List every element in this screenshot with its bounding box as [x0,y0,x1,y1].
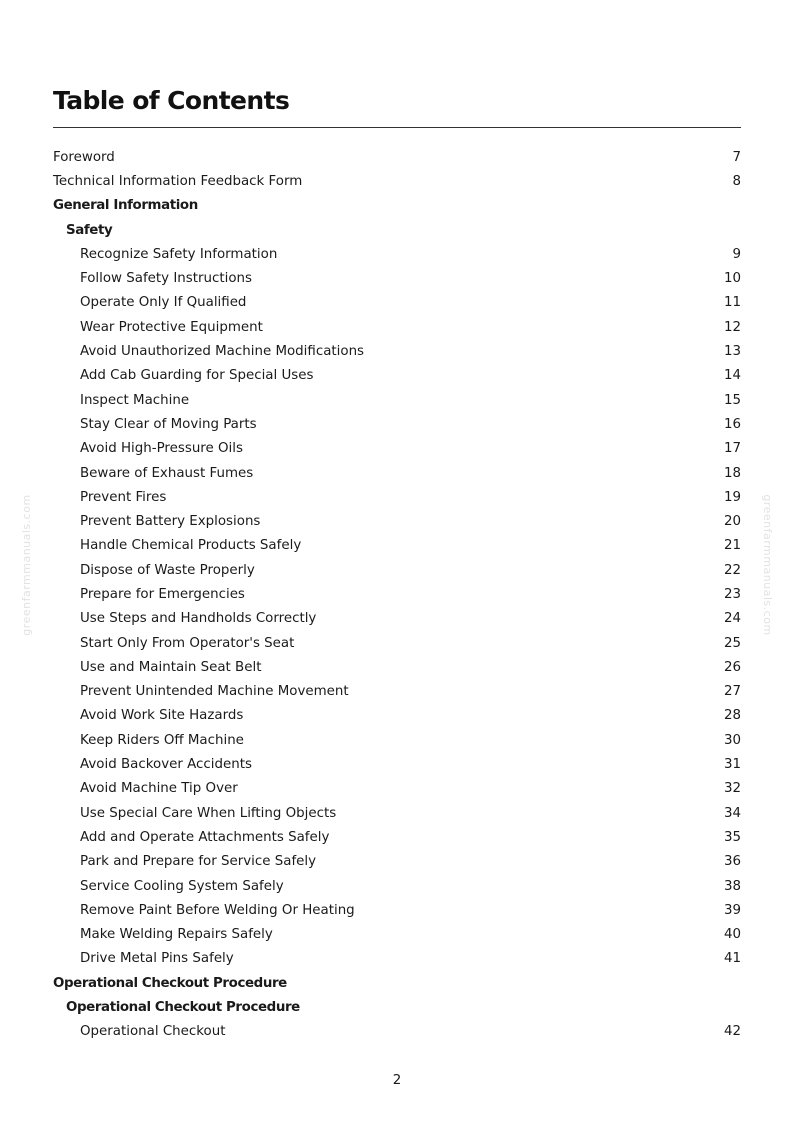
toc-entry-page: 31 [723,757,741,773]
toc-entry-page: 42 [723,1024,741,1040]
toc-entry-label: Safety [66,222,113,238]
toc-entry[interactable] [53,680,741,704]
toc-entry-page: 14 [723,368,741,384]
toc-entry-label: Add and Operate Attachments Safely [80,829,330,845]
toc-entry-label: Handle Chemical Products Safely [80,538,302,554]
toc-entry-label: Avoid High-Pressure Oils [80,441,243,457]
toc-entry-page: 27 [723,684,741,700]
toc-entry-label: Prepare for Emergencies [80,586,245,602]
toc-entry-label: Beware of Exhaust Fumes [80,465,254,481]
toc-entry[interactable] [53,874,741,898]
toc-entry[interactable] [53,850,741,874]
toc-entry-label: Park and Prepare for Service Safely [80,854,317,870]
toc-entry[interactable] [53,437,741,461]
toc-entry-page: 34 [723,805,741,821]
toc-entry-page: 7 [732,149,741,165]
toc-entry[interactable] [53,485,741,509]
toc-entry-label: Operational Checkout [80,1024,226,1040]
toc-entry[interactable] [53,169,741,193]
toc-entry[interactable] [53,242,741,266]
toc-entry[interactable] [53,801,741,825]
toc-entry-label: Drive Metal Pins Safely [80,951,234,967]
toc-entry-page: 24 [723,611,741,627]
toc-entry-label: Technical Information Feedback Form [53,173,303,189]
toc-entry[interactable] [53,655,741,679]
toc-entry[interactable] [53,291,741,315]
watermark-left: greenfarmmanuals.com [20,494,33,636]
toc-entry[interactable] [53,534,741,558]
toc-entry[interactable] [53,631,741,655]
toc-entry-page: 15 [723,392,741,408]
toc-entry[interactable] [53,704,741,728]
toc-entry-label: Operational Checkout Procedure [53,975,287,991]
toc-entry-page: 9 [732,246,741,262]
toc-entry-label: Prevent Battery Explosions [80,514,261,530]
toc-entry-label: Add Cab Guarding for Special Uses [80,368,314,384]
toc-entry-label: Use Special Care When Lifting Objects [80,805,337,821]
toc-entry[interactable] [53,777,741,801]
toc-entry-page: 11 [723,295,741,311]
toc-entry[interactable] [53,145,741,169]
toc-entry[interactable] [53,412,741,436]
toc-entry-page: 26 [723,659,741,675]
toc-entry[interactable] [53,825,741,849]
toc-entry-label: Operate Only If Qualified [80,295,247,311]
toc-entry-label: Avoid Backover Accidents [80,757,252,773]
toc-entry-label: Inspect Machine [80,392,190,408]
toc-entry[interactable] [53,339,741,363]
toc-entry-label: Foreword [53,149,115,165]
toc-entry-page: 35 [723,829,741,845]
toc-heading [53,218,741,242]
toc-entry-label: Avoid Machine Tip Over [80,781,238,797]
page-number: 2 [392,1073,402,1088]
page-title: Table of Contents [53,86,290,115]
toc-entry-page: 38 [723,878,741,894]
toc-entry-page: 13 [723,344,741,360]
watermark-right: greenfarmmanuals.com [761,494,774,636]
toc-entry[interactable] [53,607,741,631]
toc-entry-page: 19 [723,489,741,505]
toc-entry-page: 21 [723,538,741,554]
toc-list [53,145,741,1044]
toc-entry-page: 8 [732,173,741,189]
toc-entry-label: Avoid Work Site Hazards [80,708,244,724]
toc-entry[interactable] [53,509,741,533]
toc-heading [53,995,741,1019]
toc-entry-label: Use and Maintain Seat Belt [80,659,262,675]
toc-entry-label: Prevent Unintended Machine Movement [80,684,349,700]
toc-entry-page: 22 [723,562,741,578]
toc-entry-page: 10 [723,271,741,287]
toc-entry[interactable] [53,388,741,412]
toc-heading [53,194,741,218]
toc-entry-page: 20 [723,514,741,530]
toc-entry-label: Operational Checkout Procedure [66,1000,300,1016]
toc-entry-label: Use Steps and Handholds Correctly [80,611,317,627]
toc-entry-label: Service Cooling System Safely [80,878,284,894]
toc-entry-label: Dispose of Waste Properly [80,562,255,578]
toc-entry-label: Follow Safety Instructions [80,271,252,287]
toc-entry[interactable] [53,1020,741,1044]
toc-entry[interactable] [53,558,741,582]
toc-entry[interactable] [53,898,741,922]
toc-entry-page: 28 [723,708,741,724]
toc-entry[interactable] [53,728,741,752]
toc-entry[interactable] [53,923,741,947]
toc-entry-page: 18 [723,465,741,481]
toc-entry[interactable] [53,461,741,485]
toc-entry-label: General Information [53,198,198,214]
toc-heading [53,971,741,995]
toc-entry-label: Keep Riders Off Machine [80,732,244,748]
toc-entry-label: Start Only From Operator's Seat [80,635,295,651]
toc-entry-page: 25 [723,635,741,651]
toc-entry-page: 41 [723,951,741,967]
toc-entry-label: Remove Paint Before Welding Or Heating [80,902,355,918]
toc-entry[interactable] [53,582,741,606]
toc-entry-label: Recognize Safety Information [80,246,278,262]
toc-entry[interactable] [53,947,741,971]
toc-entry-page: 36 [723,854,741,870]
toc-entry[interactable] [53,315,741,339]
toc-entry-label: Stay Clear of Moving Parts [80,416,257,432]
toc-entry-page: 30 [723,732,741,748]
toc-entry-page: 40 [723,927,741,943]
toc-entry-page: 32 [723,781,741,797]
toc-entry-page: 16 [723,416,741,432]
toc-entry-label: Prevent Fires [80,489,167,505]
toc-entry-label: Avoid Unauthorized Machine Modifications [80,344,365,360]
title-divider [53,127,741,128]
toc-entry[interactable] [53,364,741,388]
toc-entry[interactable] [53,752,741,776]
toc-entry[interactable] [53,266,741,290]
toc-entry-page: 23 [723,586,741,602]
toc-entry-page: 12 [723,319,741,335]
toc-entry-page: 39 [723,902,741,918]
toc-entry-label: Make Welding Repairs Safely [80,927,273,943]
toc-entry-label: Wear Protective Equipment [80,319,263,335]
toc-entry-page: 17 [723,441,741,457]
